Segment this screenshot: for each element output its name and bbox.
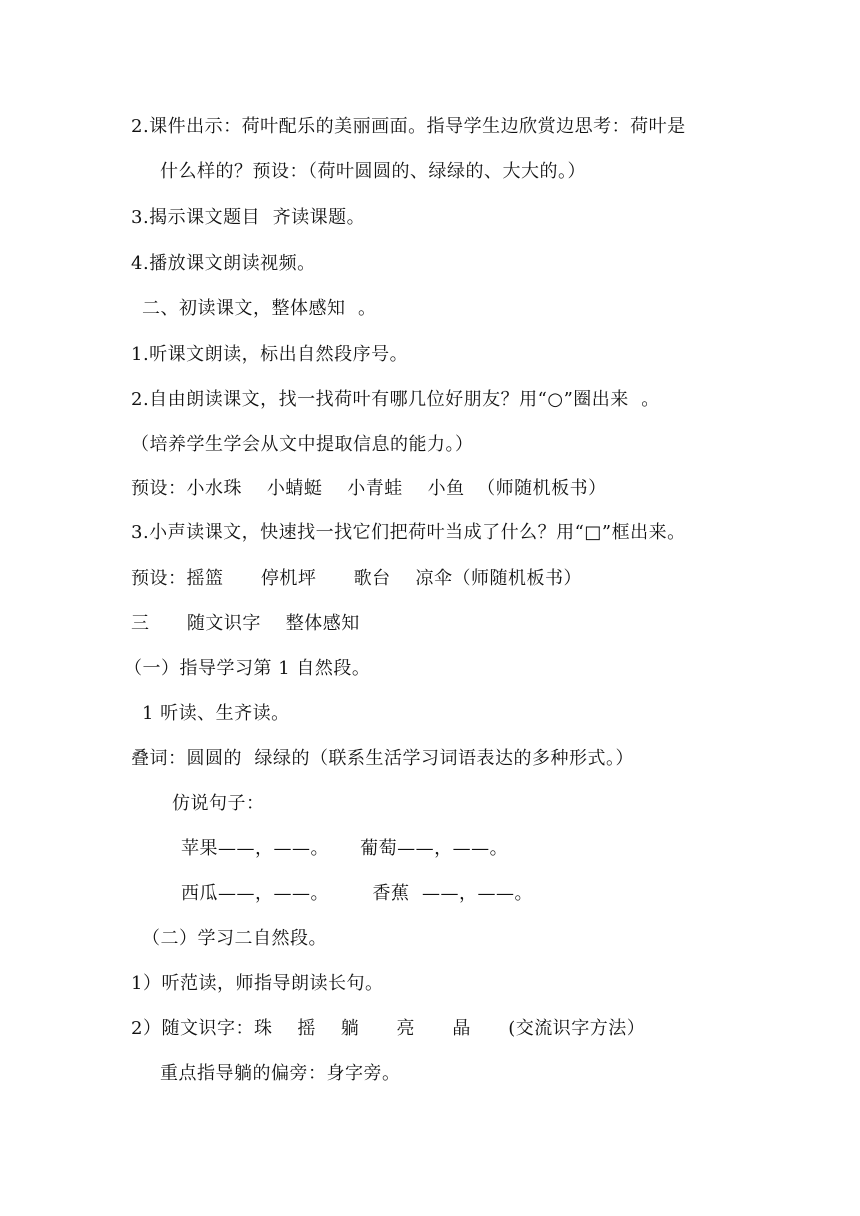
text-line: 西瓜——，——。 香蕉 ——，——。 (181, 883, 533, 904)
text-line: 1.听课文朗读，标出自然段序号。 (131, 344, 409, 365)
subsection-heading: （二）学习二自然段。 (142, 928, 327, 949)
text-line: 1）听范读，师指导朗读长句。 (131, 973, 384, 994)
text-line: 2.自由朗读课文，找一找荷叶有哪几位好朋友？用“○”圈出来 。 (131, 389, 660, 410)
section-heading: 二、初读课文，整体感知 。 (142, 298, 377, 319)
text-line: 什么样的？预设：（荷叶圆圆的、绿绿的、大大的。） (160, 161, 586, 182)
text-line: 预设：摇篮 停机坪 歌台 凉伞（师随机板书） (131, 568, 583, 589)
section-heading: 三 随文识字 整体感知 (131, 613, 360, 634)
text-line: 苹果——，——。 葡萄——，——。 (181, 838, 509, 859)
text-line: 2）随文识字：珠 摇 躺 亮 晶 (交流识字方法） (131, 1018, 646, 1039)
text-line: 3.小声读课文，快速找一找它们把荷叶当成了什么？用“□”框出来。 (131, 522, 686, 543)
text-line: 4.播放课文朗读视频。 (131, 253, 316, 274)
text-line: 1 听读、生齐读。 (142, 703, 290, 724)
text-line: （培养学生学会从文中提取信息的能力。） (131, 434, 474, 455)
text-line: 预设：小水珠 小蜻蜓 小青蛙 小鱼 （师随机板书） (131, 478, 607, 499)
text-line: 2.课件出示：荷叶配乐的美丽画面。指导学生边欣赏边思考：荷叶是 (131, 116, 686, 137)
text-line: 叠词：圆圆的 绿绿的（联系生活学习词语表达的多种形式。） (131, 748, 634, 769)
text-line: 仿说句子： (172, 793, 265, 814)
text-line: 重点指导躺的偏旁：身字旁。 (160, 1063, 401, 1084)
text-line: 3.揭示课文题目 齐读课题。 (131, 207, 366, 228)
subsection-heading: （一）指导学习第 1 自然段。 (124, 658, 371, 679)
